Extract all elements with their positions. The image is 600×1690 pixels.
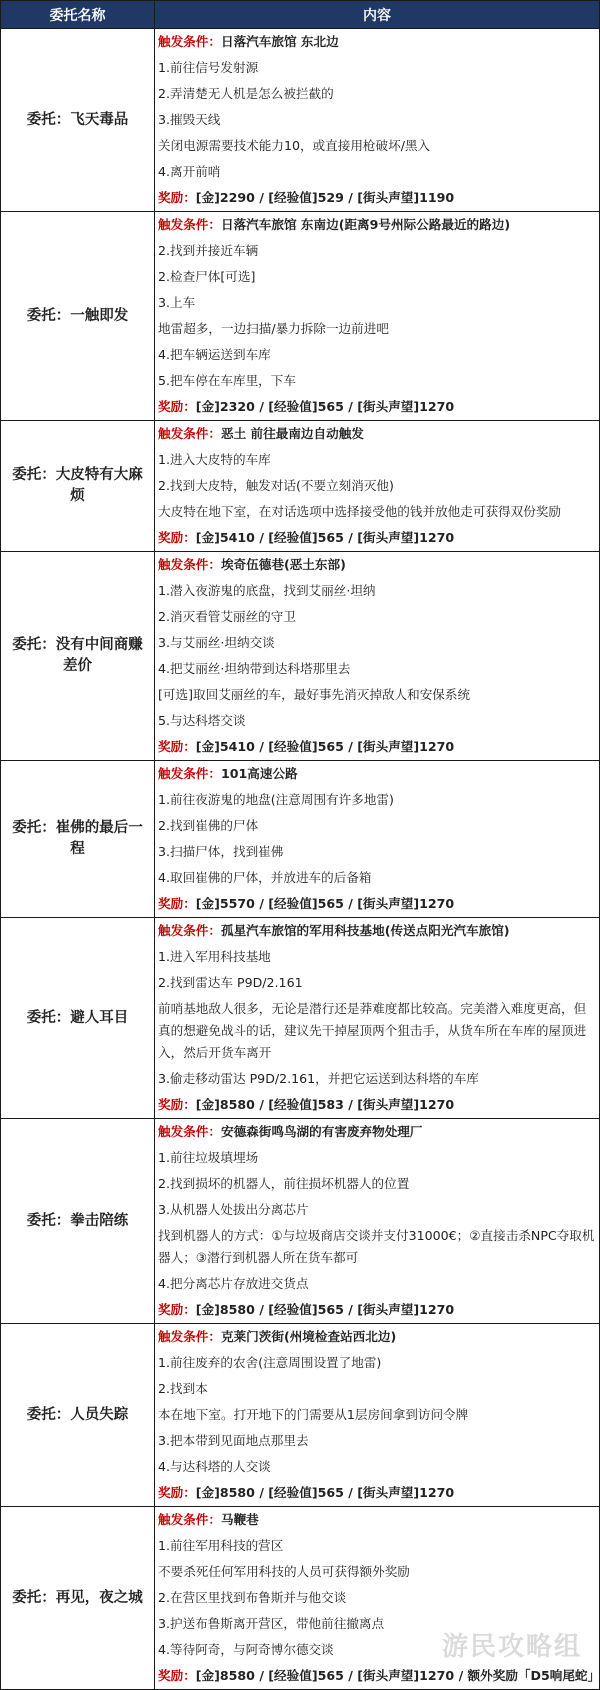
quest-name: 委托：飞天毒品 (1, 29, 155, 212)
reward-line (158, 394, 597, 420)
header-content: 内容 (155, 1, 600, 29)
quest-step: 4.与达科塔的人交谈 (158, 1459, 271, 1474)
quest-step: 4.把分离芯片存放进交货点 (158, 1276, 309, 1291)
header-quest-name: 委托名称 (1, 1, 155, 29)
quest-name: 委托：人员失踪 (1, 1324, 155, 1507)
table-row (1, 212, 600, 421)
quest-step: 1.前往军用科技的营区 (158, 1538, 284, 1553)
table-row (1, 421, 600, 552)
quest-step: 找到机器人的方式：①与垃圾商店交谈并支付31000€；②直接击杀NPC夺取机器人；③潜行到机器人所在货车都可 (158, 1228, 595, 1265)
reward-line (158, 1297, 597, 1323)
quest-step: 2.找到雷达车 P9D/2.161 (158, 975, 303, 990)
trigger-location: 克莱门茨街(州境检查站西北边) (220, 1329, 397, 1344)
quest-step: 5.把车停在车库里，下车 (158, 373, 296, 388)
trigger-location: 马鞭巷 (220, 1512, 259, 1527)
quest-name: 委托：没有中间商赚差价 (1, 552, 155, 761)
reward-values: [金]8580 / [经验值]565 / [街头声望]1270 (195, 1302, 455, 1317)
quest-step: 2.找到并接近车辆 (158, 243, 259, 258)
table-row (1, 1507, 600, 1690)
reward-line (158, 1480, 597, 1506)
reward-values: [金]8580 / [经验值]565 / [街头声望]1270 / 额外奖励「D5响尾蛇」 (195, 1668, 600, 1683)
quest-step: 2.找到损坏的机器人，前往损坏机器人的位置 (158, 1176, 410, 1191)
trigger-line (158, 1507, 597, 1533)
reward-values: [金]2290 / [经验值]529 / [街头声望]1190 (195, 190, 455, 205)
quest-step: 前哨基地敌人很多，无论是潜行还是莽难度都比较高。完美潜入难度更高，但真的想避免战斗的话，建议先干掉屋顶两个狙击手，从货车所在车库的屋顶进入，然后开货车离开 (158, 1001, 587, 1060)
trigger-line (158, 29, 597, 55)
quest-name: 委托：崔佛的最后一程 (1, 761, 155, 918)
quest-step: 5.与达科塔交谈 (158, 713, 246, 728)
trigger-location: 101高速公路 (220, 766, 298, 781)
reward-values: [金]8580 / [经验值]583 / [街头声望]1270 (195, 1097, 455, 1112)
reward-line (158, 891, 597, 917)
table-row (1, 29, 600, 212)
trigger-line (158, 918, 597, 944)
trigger-location: 安德森街鸣鸟湖的有害废弃物处理厂 (220, 1124, 423, 1139)
quest-step: 地雷超多，一边扫描/暴力拆除一边前进吧 (158, 321, 389, 336)
quest-step: 3.与艾丽丝·坦纳交谈 (158, 635, 275, 650)
quest-step: 2.在营区里找到布鲁斯并与他交谈 (158, 1590, 347, 1605)
quest-step: 3.摧毁天线 (158, 112, 221, 127)
quest-step: 2.找到崔佛的尸体 (158, 818, 259, 833)
quest-step: 大皮特在地下室，在对话选项中选择接受他的钱并放他走可获得双份奖励 (158, 504, 561, 519)
quest-step: 2.消灭看管艾丽丝的守卫 (158, 609, 296, 624)
reward-label: 奖励： (158, 399, 196, 414)
reward-values: [金]5570 / [经验值]565 / [街头声望]1270 (195, 896, 455, 911)
quest-step: 3.把本带到见面地点那里去 (158, 1433, 309, 1448)
reward-label: 奖励： (158, 1302, 196, 1317)
trigger-label: 触发条件： (158, 1124, 221, 1139)
table-row (1, 552, 600, 761)
quest-step: 2.找到本 (158, 1381, 208, 1396)
quest-step: 3.从机器人处拔出分离芯片 (158, 1202, 309, 1217)
quest-step: 3.上车 (158, 295, 196, 310)
quest-name: 委托：大皮特有大麻烦 (1, 421, 155, 552)
reward-label: 奖励： (158, 1485, 196, 1500)
quest-content (155, 1324, 600, 1507)
trigger-label: 触发条件： (158, 34, 221, 49)
reward-line (158, 1663, 600, 1689)
trigger-label: 触发条件： (158, 426, 221, 441)
quest-name: 委托：一触即发 (1, 212, 155, 421)
quest-step: 2.检查尸体[可选] (158, 269, 256, 284)
reward-label: 奖励： (158, 739, 196, 754)
trigger-location: 日落汽车旅馆 东北边 (220, 34, 339, 49)
quest-step: 1.前往垃圾填埋场 (158, 1150, 259, 1165)
trigger-label: 触发条件： (158, 1329, 221, 1344)
watermark-logo: 游民攻略组 (441, 1632, 582, 1662)
trigger-label: 触发条件： (158, 1512, 221, 1527)
table-row (1, 1324, 600, 1507)
reward-line (158, 185, 597, 211)
reward-label: 奖励： (158, 190, 196, 205)
reward-values: [金]2320 / [经验值]565 / [街头声望]1270 (195, 399, 455, 414)
table-row (1, 761, 600, 918)
trigger-line (158, 212, 597, 238)
table-row (1, 918, 600, 1119)
quest-step: 本在地下室。打开地下的门需要从1层房间拿到访问令牌 (158, 1407, 469, 1422)
quest-content (155, 29, 600, 212)
reward-label: 奖励： (158, 530, 196, 545)
trigger-line (158, 552, 597, 578)
quest-name: 委托：再见，夜之城 (1, 1507, 155, 1690)
quest-step: 2.弄清楚无人机是怎么被拦截的 (158, 86, 334, 101)
quest-content (155, 918, 600, 1119)
reward-line (158, 1092, 597, 1118)
trigger-line (158, 761, 597, 787)
quest-table-body (1, 29, 600, 1690)
quest-step: 2.找到大皮特，触发对话(不要立刻消灭他) (158, 478, 394, 493)
table-row (1, 1119, 600, 1324)
reward-label: 奖励： (158, 1097, 196, 1112)
quest-step: 不要杀死任何军用科技的人员可获得额外奖励 (158, 1564, 410, 1579)
quest-step: 1.前往夜游鬼的地盘(注意周围有许多地雷) (158, 792, 394, 807)
reward-values: [金]5410 / [经验值]565 / [街头声望]1270 (195, 739, 455, 754)
quest-content (155, 552, 600, 761)
trigger-label: 触发条件： (158, 217, 221, 232)
quest-step: 4.等待阿奇，与阿奇博尔德交谈 (158, 1642, 334, 1657)
reward-line (158, 734, 597, 760)
reward-label: 奖励： (158, 896, 196, 911)
quest-step: 4.离开前哨 (158, 164, 221, 179)
quest-step: 1.前往废弃的农舍(注意周围设置了地雷) (158, 1355, 382, 1370)
trigger-location: 孤星汽车旅馆的军用科技基地(传送点阳光汽车旅馆) (220, 923, 510, 938)
quest-step: 1.进入军用科技基地 (158, 949, 271, 964)
quest-step: 1.进入大皮特的车库 (158, 452, 271, 467)
trigger-label: 触发条件： (158, 557, 221, 572)
trigger-line (158, 1324, 597, 1350)
reward-line (158, 525, 597, 551)
quest-step: 1.前往信号发射源 (158, 60, 259, 75)
quest-content (155, 212, 600, 421)
quest-step: [可选]取回艾丽丝的车，最好事先消灭掉敌人和安保系统 (158, 687, 471, 702)
reward-label: 奖励： (158, 1668, 196, 1683)
quest-content (155, 761, 600, 918)
trigger-label: 触发条件： (158, 923, 221, 938)
reward-values: [金]5410 / [经验值]565 / [街头声望]1270 (195, 530, 455, 545)
quest-name: 委托：避人耳目 (1, 918, 155, 1119)
quest-step: 关闭电源需要技术能力10，或直接用枪破坏/黑入 (158, 138, 431, 153)
quest-step: 3.偷走移动雷达 P9D/2.161，并把它运送到达科塔的车库 (158, 1071, 479, 1086)
quest-step: 4.取回崔佛的尸体，并放进车的后备箱 (158, 870, 372, 885)
table-header-row (1, 1, 600, 29)
quest-step: 4.把艾丽丝·坦纳带到达科塔那里去 (158, 661, 351, 676)
trigger-line (158, 1119, 597, 1145)
quest-name: 委托：拳击陪练 (1, 1119, 155, 1324)
trigger-label: 触发条件： (158, 766, 221, 781)
trigger-location: 日落汽车旅馆 东南边(距离9号州际公路最近的路边) (220, 217, 511, 232)
quest-content (155, 421, 600, 552)
trigger-location: 恶土 前往最南边自动触发 (220, 426, 364, 441)
quest-content (155, 1507, 600, 1690)
reward-values: [金]8580 / [经验值]565 / [街头声望]1270 (195, 1485, 455, 1500)
quest-step: 1.潜入夜游鬼的底盘，找到艾丽丝·坦纳 (158, 583, 376, 598)
quest-step: 3.扫描尸体，找到崔佛 (158, 844, 284, 859)
quest-content (155, 1119, 600, 1324)
trigger-line (158, 421, 597, 447)
trigger-location: 埃奇伍德巷(恶土东部) (220, 557, 346, 572)
quest-step: 3.护送布鲁斯离开营区，带他前往撤离点 (158, 1616, 385, 1631)
quest-step: 4.把车辆运送到车库 (158, 347, 271, 362)
